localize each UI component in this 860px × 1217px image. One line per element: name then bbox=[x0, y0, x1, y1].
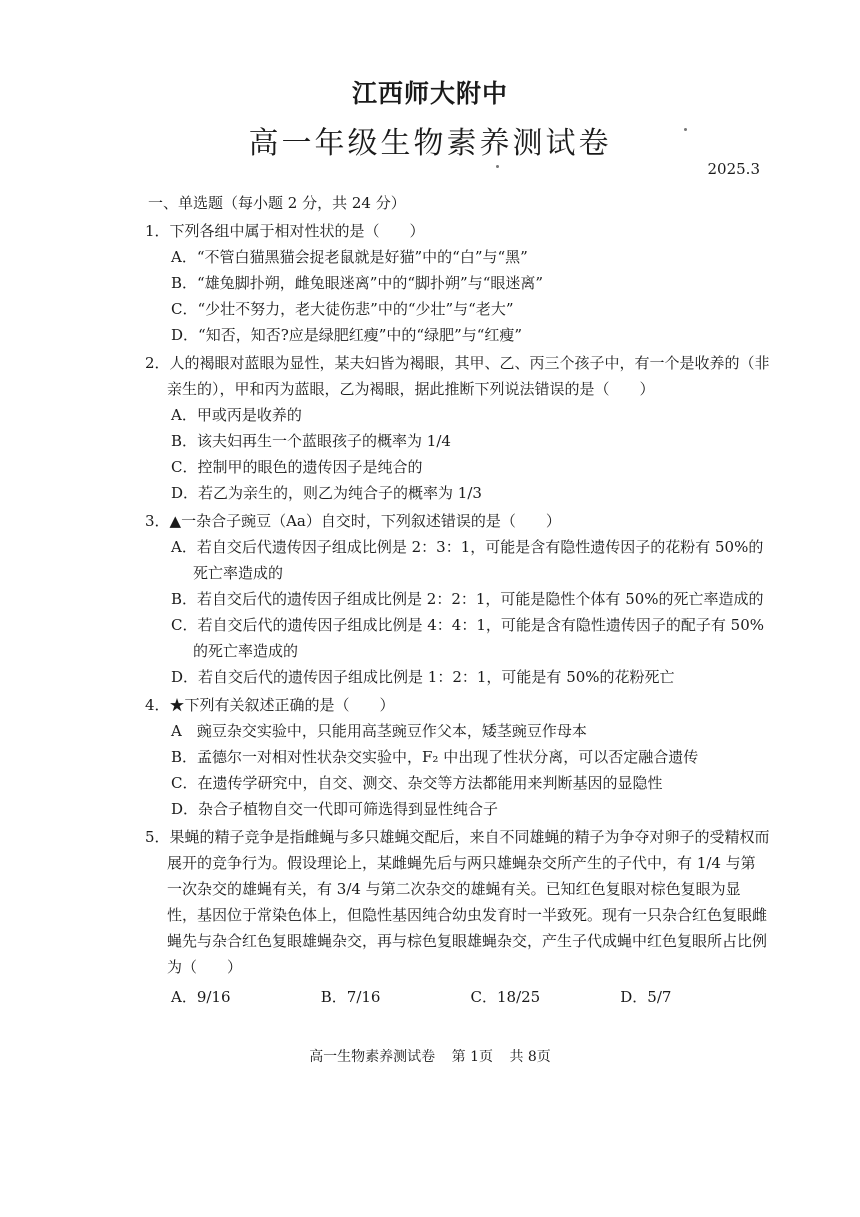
scan-speck bbox=[684, 128, 687, 131]
question-stem: 1．下列各组中属于相对性状的是（ ） bbox=[145, 222, 425, 240]
inline-options bbox=[145, 984, 770, 1010]
question-stem: 3．▲一杂合子豌豆（Aa）自交时，下列叙述错误的是（ ） bbox=[145, 512, 561, 530]
option-a: A．“不管白猫黑猫会捉老鼠就是好猫”中的“白”与“黑” bbox=[171, 248, 528, 266]
option-c: C．控制甲的眼色的遗传因子是纯合的 bbox=[171, 458, 423, 476]
option-c: C．在遗传学研究中，自交、测交、杂交等方法都能用来判断基因的显隐性 bbox=[171, 774, 663, 792]
option-d: D．若乙为亲生的，则乙为纯合子的概率为 1/3 bbox=[171, 484, 482, 502]
option-a: A．若自交后代遗传因子组成比例是 2：3：1，可能是含有隐性遗传因子的花粉有 50%的死亡率造成的 bbox=[171, 538, 764, 582]
exam-date: 2025.3 bbox=[707, 160, 760, 178]
option-c: C．18/25 bbox=[470, 988, 541, 1006]
question-3 bbox=[145, 508, 770, 690]
option-d: D．5/7 bbox=[620, 988, 672, 1006]
question-stem: 2．人的褐眼对蓝眼为显性，某夫妇皆为褐眼，其甲、乙、丙三个孩子中，有一个是收养的（非亲生的），甲和丙为蓝眼，乙为褐眼，据此推断下列说法错误的是（ ） bbox=[145, 354, 770, 398]
option-d: D．“知否，知否?应是绿肥红瘦”中的“绿肥”与“红瘦” bbox=[171, 326, 523, 344]
option-a: A．9/16 bbox=[171, 988, 231, 1006]
footer-total-pages: 共 8页 bbox=[509, 1049, 551, 1065]
school-name: 江西师大附中 bbox=[351, 79, 508, 108]
question-stem: 4．★下列有关叙述正确的是（ ） bbox=[145, 696, 395, 714]
question-stem: 5．果蝇的精子竞争是指雌蝇与多只雄蝇交配后，来自不同雄蝇的精子为争夺对卵子的受精权而展开的竞争行为。假设理论上，某雌蝇先后与两只雄蝇杂交所产生的子代中，有 1/4 与第一次杂交的雄蝇有关，有 3/4 与第二次杂交的雄蝇有关。已知红色复眼对棕色复眼为显性，基因位于常染色体上，但隐性基因纯合幼虫发育时一半致死。现有一只杂合红色复眼雌蝇先与杂合红色复眼雄蝇杂交，再与棕色复眼雄蝇杂交，产生子代成蝇中红色复眼所占比例为（ ） bbox=[145, 828, 770, 976]
footer-exam-name: 高一生物素养测试卷 bbox=[309, 1049, 436, 1065]
page-footer bbox=[0, 1046, 860, 1066]
exam-content bbox=[145, 190, 770, 1010]
question-2 bbox=[145, 350, 770, 506]
option-b: B．7/16 bbox=[320, 988, 381, 1006]
option-b: B．该夫妇再生一个蓝眼孩子的概率为 1/4 bbox=[171, 432, 451, 450]
question-1 bbox=[145, 218, 770, 348]
option-c: C．“少壮不努力，老大徒伤悲”中的“少壮”与“老大” bbox=[171, 300, 514, 318]
option-b: B．孟德尔一对相对性状杂交实验中，F₂ 中出现了性状分离，可以否定融合遗传 bbox=[171, 748, 699, 766]
option-a: A．甲或丙是收养的 bbox=[171, 406, 302, 424]
option-d: D．若自交后代的遗传因子组成比例是 1：2：1，可能是有 50%的花粉死亡 bbox=[171, 668, 675, 686]
exam-title: 高一年级生物素养测试卷 bbox=[248, 126, 612, 161]
option-a: A 豌豆杂交实验中，只能用高茎豌豆作父本，矮茎豌豆作母本 bbox=[171, 722, 587, 740]
section-heading: 一、单选题（每小题 2 分，共 24 分） bbox=[148, 194, 406, 212]
scan-speck bbox=[496, 165, 499, 168]
option-c: C．若自交后代的遗传因子组成比例是 4：4：1，可能是含有隐性遗传因子的配子有 50%的死亡率造成的 bbox=[171, 616, 764, 660]
option-b: B．若自交后代的遗传因子组成比例是 2：2：1，可能是隐性个体有 50%的死亡率造成的 bbox=[171, 590, 764, 608]
option-d: D．杂合子植物自交一代即可筛选得到显性纯合子 bbox=[171, 800, 499, 818]
footer-page-number: 第 1页 bbox=[451, 1049, 493, 1065]
question-5 bbox=[145, 824, 770, 1010]
question-4 bbox=[145, 692, 770, 822]
option-b: B．“雄兔脚扑朔，雌兔眼迷离”中的“脚扑朔”与“眼迷离” bbox=[171, 274, 544, 292]
